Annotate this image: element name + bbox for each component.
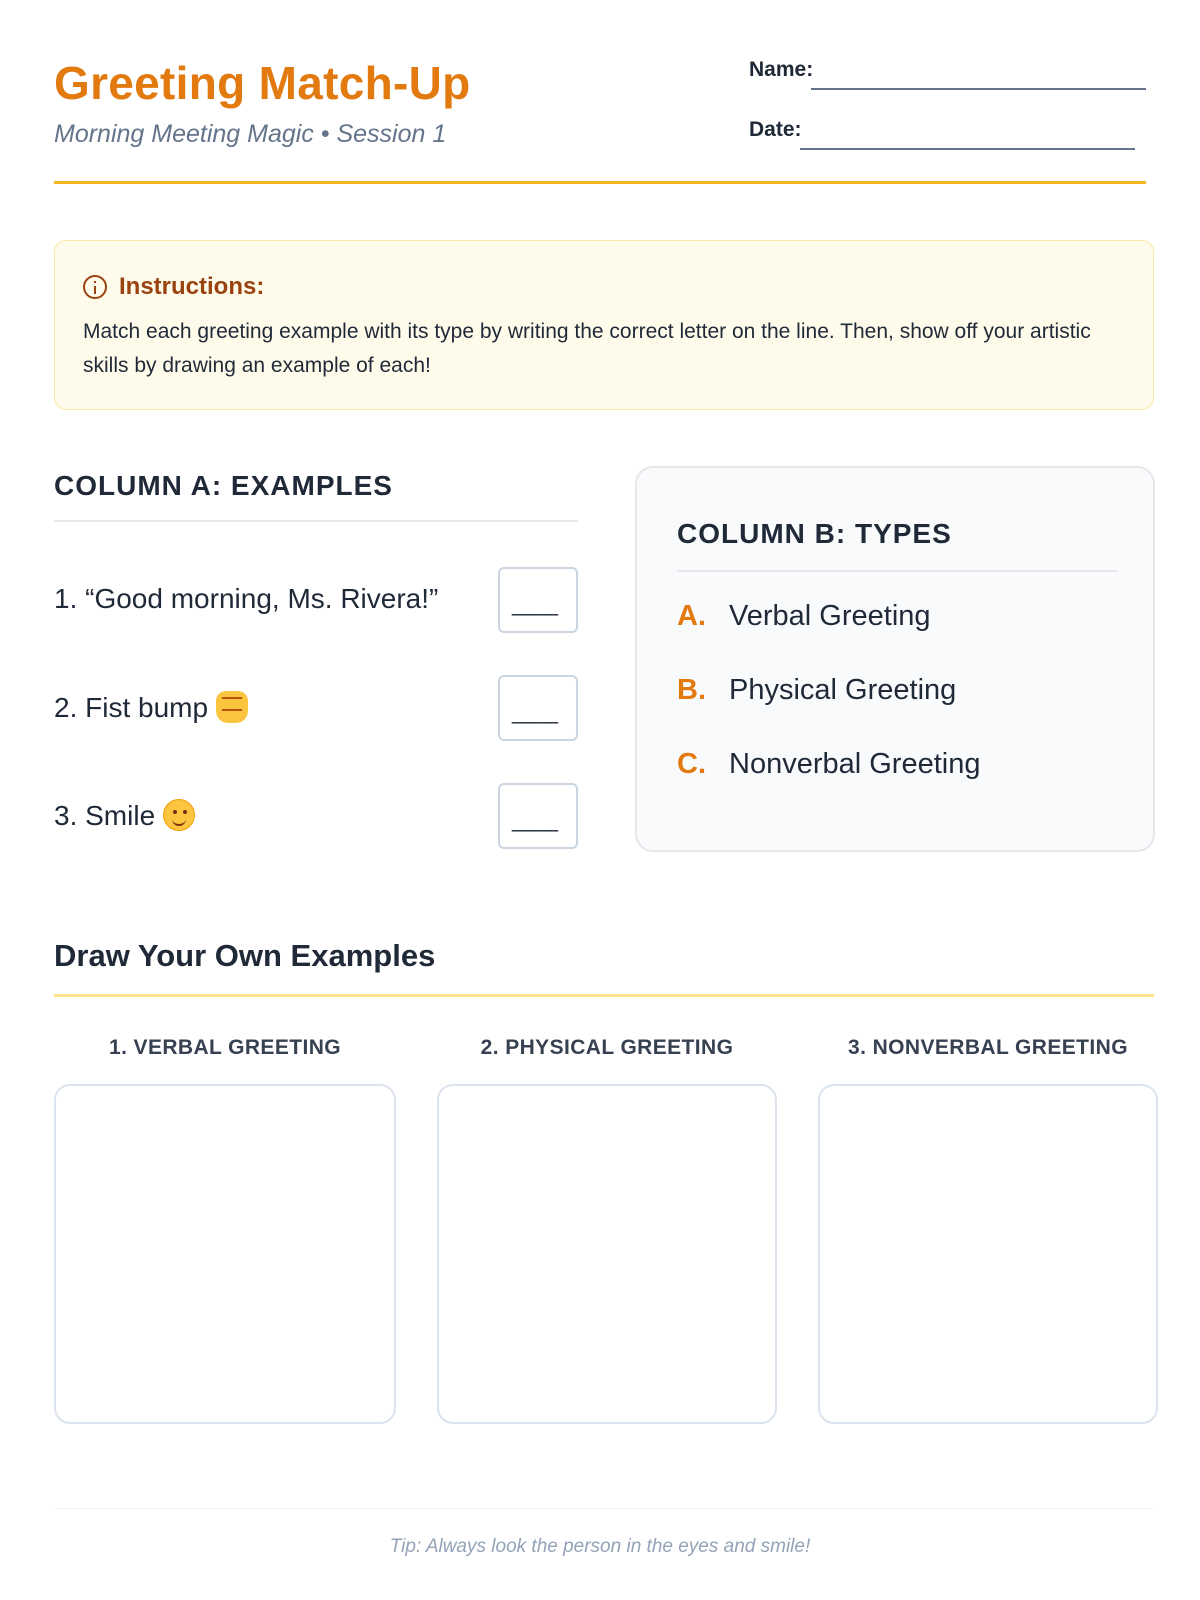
smiling-face-emoji-icon [163,799,195,831]
example-text: 1. “Good morning, Ms. Rivera!” [54,583,439,614]
instructions-box [54,240,1154,410]
column-a [54,470,578,832]
type-item-c [677,748,980,781]
worksheet-header [54,48,1146,184]
type-letter: A. [677,600,706,632]
example-text: 2. Fist bump [54,691,248,724]
draw-box-label: 3. NONVERBAL GREETING [848,1036,1128,1059]
column-b-heading: COLUMN B: TYPES [677,518,952,549]
draw-column-verbal [54,1036,396,1060]
type-letter: C. [677,748,706,780]
instructions-text: Match each greeting example with its type by writing the correct letter on the line. Then, show off your artistic skills by drawing an example of each! [83,320,1091,377]
fist-bump-emoji-icon [216,691,248,723]
draw-column-physical [437,1036,777,1060]
answer-blank-2[interactable]: ____ [498,675,578,741]
date-field[interactable] [800,148,1135,150]
drawing-area-2[interactable] [437,1084,777,1424]
name-label: Name: [749,58,814,81]
type-item-a [677,600,931,633]
answer-blank-3[interactable]: ____ [498,783,578,849]
drawing-area-1[interactable] [54,1084,396,1424]
draw-box-label: 2. PHYSICAL GREETING [480,1036,734,1059]
example-row-3 [54,783,578,849]
column-b-divider [677,570,1117,572]
type-item-b [677,674,956,707]
name-field[interactable] [811,88,1146,90]
type-letter: B. [677,674,706,706]
draw-column-nonverbal [818,1036,1158,1060]
instructions-title: Instructions: [119,273,265,300]
footer-divider [54,1508,1154,1509]
draw-section-divider [54,994,1154,997]
column-a-heading: COLUMN A: EXAMPLES [54,470,578,522]
page-subtitle: Morning Meeting Magic • Session 1 [54,120,447,148]
answer-blank-1[interactable]: ____ [498,567,578,633]
example-row-2 [54,675,578,741]
info-icon [83,275,107,299]
date-label: Date: [749,118,802,141]
draw-section-heading: Draw Your Own Examples [54,938,436,973]
type-label: Verbal Greeting [729,600,931,632]
page-title: Greeting Match-Up [54,57,471,109]
example-text: 3. Smile [54,799,195,832]
instructions-heading [83,273,264,301]
example-row-1 [54,567,578,633]
type-label: Nonverbal Greeting [729,748,981,780]
draw-box-label: 1. VERBAL GREETING [108,1036,342,1059]
footer-tip: Tip: Always look the person in the eyes and smile! [389,1536,811,1557]
column-b-card [635,466,1155,852]
drawing-area-3[interactable] [818,1084,1158,1424]
type-label: Physical Greeting [729,674,957,706]
